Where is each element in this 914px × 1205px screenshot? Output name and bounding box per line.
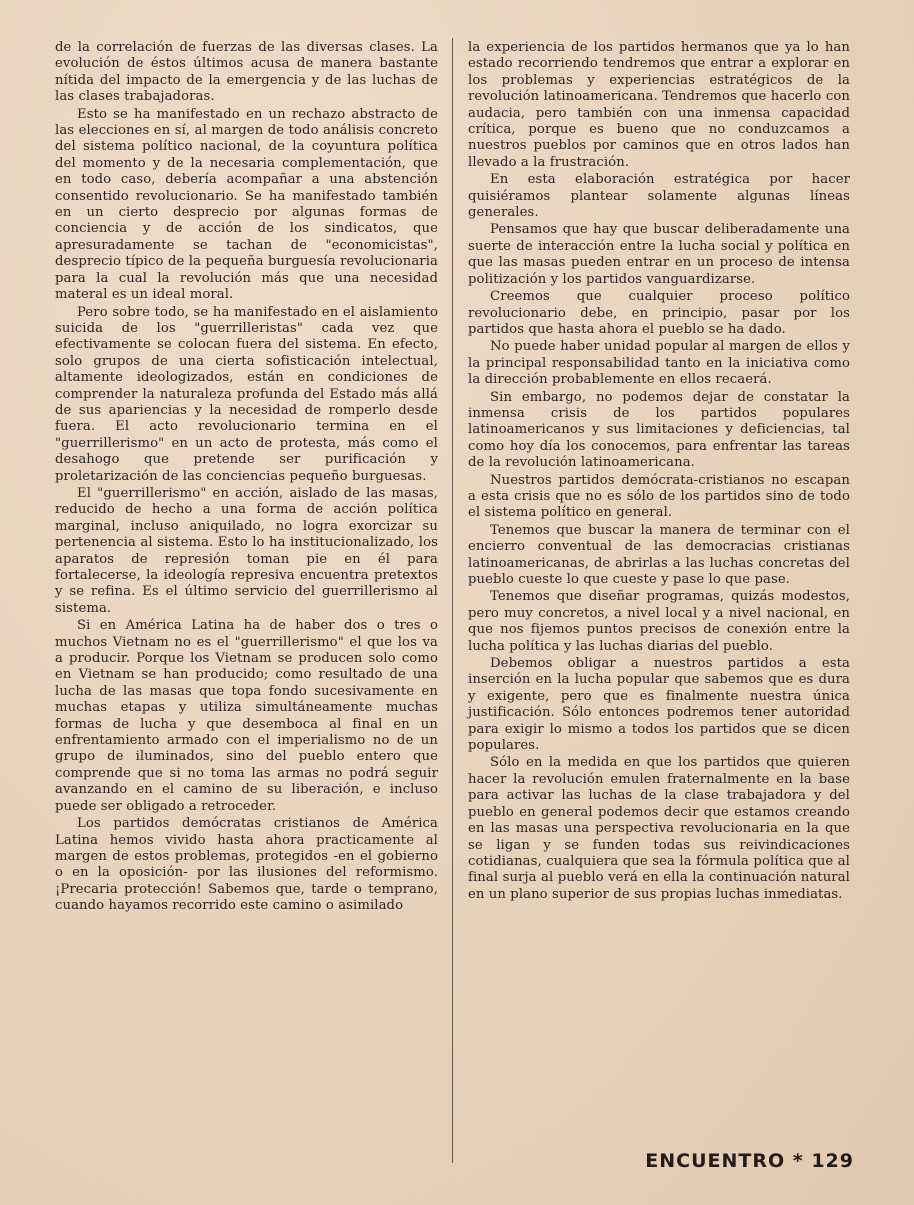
column-divider — [452, 38, 453, 1163]
paragraph: Debemos obligar a nuestros partidos a esta inserción en la lucha popular que sabemos que es dura y exigente, pero que es finalmente nuestra única justificación. Sólo entonces podremos tener autoridad para exigir lo mismo a todos los partidos que se dicen populares. — [468, 656, 850, 754]
paragraph: de la correlación de fuerzas de las diversas clases. La evolución de éstos últimos acusa de manera bastante nítida del impacto de la emergencia y de las luchas de las clases trabajadoras. — [55, 40, 438, 105]
paragraph: Tenemos que buscar la manera de terminar con el encierro conventual de las democracias cristianas latinoamericanas, de abrirlas a las luchas concretas del pueblo cueste lo que cueste y pase lo que pase. — [468, 522, 850, 587]
paragraph: Nuestros partidos demócrata-cristianos no escapan a esta crisis que no es sólo de los partidos sino de todo el sistema político en general. — [468, 472, 850, 521]
paragraph: Los partidos demócratas cristianos de América Latina hemos vivido hasta ahora practicamente al margen de estos problemas, protegidos -en el gobierno o en la oposición- por las ilusiones del reformismo. ¡Precaria protección! Sabemos que, tarde o temprano, cuando hayamos recorrido este camino o asimilado — [55, 816, 438, 914]
paragraph: Esto se ha manifestado en un rechazo abstracto de las elecciones en sí, al margen de todo análisis concreto del sistema político nacional, de la coyuntura política del momento y de la necesaria complementación, que en todo caso, debería acompañar a una abstención consentido revolucionario. Se ha manifestado también en un cierto desprecio por algunas formas de conciencia y de acción de los sindicatos, que apresuradamente se tachan de "economicistas", desprecio típico de la pequeña burguesía revolucionaria para la cual la revolución más que una necesidad materal es un ideal moral. — [55, 106, 438, 303]
paragraph: Tenemos que diseñar programas, quizás modestos, pero muy concretos, a nivel local y a nivel nacional, en que nos fijemos puntos precisos de conexión entre la lucha política y las luchas diarias del pueblo. — [468, 589, 850, 654]
paragraph: Pensamos que hay que buscar deliberadamente una suerte de interacción entre la lucha social y política en que las masas pueden entrar en un proceso de intensa politización y los partidos vanguardizarse. — [468, 222, 850, 287]
right-column — [468, 40, 850, 904]
paragraph: la experiencia de los partidos hermanos que ya lo han estado recorriendo tendremos que entrar a explorar en los problemas y experiencias estratégicos de la revolución latinoamericana. Tendremos que hacerlo con audacia, pero también con una inmensa capacidad crítica, porque es bueno que no conduzcamos a nuestros pueblos por caminos que en otros lados han llevado a la frustración. — [468, 40, 850, 170]
paragraph: Pero sobre todo, se ha manifestado en el aislamiento suicida de los "guerrilleristas" cada vez que efectivamente se colocan fuera del sistema. En efecto, solo grupos de una cierta sofisticación intelectual, altamente ideologizados, están en condiciones de comprender la naturaleza profunda del Estado más allá de sus apariencias y la necesidad de romperlo desde fuera. El acto revolucionario termina en el "guerrillerismo" en un acto de protesta, más como el desahogo que pretende ser purificación y proletarización de las conciencias pequeño burguesas. — [55, 304, 438, 484]
paragraph: Sólo en la medida en que los partidos que quieren hacer la revolución emulen fraternalmente en la base para activar las luchas de la clase trabajadora y del pueblo en general podemos decir que estamos creando en las masas una perspectiva revolucionaria en la que se ligan y se funden todas sus reivindicaciones cotidianas, cualquiera que sea la fórmula política que al final surja al pueblo verá en ella la continuación natural en un plano superior de sus propias luchas inmediatas. — [468, 755, 850, 902]
paragraph: Si en América Latina ha de haber dos o tres o muchos Vietnam no es el "guerrillerismo" el que los va a producir. Porque los Vietnam se producen solo como en Vietnam se han producido; como resultado de una lucha de las masas que topa fondo sucesivamente en muchas etapas y utiliza simultáneamente muchas formas de lucha y que desemboca al final en un enfrentamiento armado con el imperialismo no de un grupo de iluminados, sino del pueblo entero que comprende que si no toma las armas no podrá seguir avanzando en el camino de su liberación, e incluso puede ser obligado a retroceder. — [55, 618, 438, 814]
paragraph: Creemos que cualquier proceso político revolucionario debe, en principio, pasar por los partidos que hasta ahora el pueblo se ha dado. — [468, 289, 850, 337]
left-column — [55, 40, 438, 916]
paragraph: No puede haber unidad popular al margen de ellos y la principal responsabilidad tanto en la iniciativa como la dirección probablemente en ellos recaerá. — [468, 339, 850, 388]
paragraph: Sin embargo, no podemos dejar de constatar la inmensa crisis de los partidos populares latinoamericanos y sus limitaciones y deficiencias, tal como hoy día los conocemos, para enfrentar las tareas de la revolución latinoamericana. — [468, 389, 850, 471]
paragraph: El "guerrillerismo" en acción, aislado de las masas, reducido de hecho a una forma de acción política marginal, incluso aniquilado, no logra exorcizar su pertenencia al sistema. Esto lo ha institucionalizado, los aparatos de represión toman pie en él para fortalecerse, la ideología represiva encuentra pretextos y se refina. Es el último servicio del guerrillerismo al sistema. — [55, 485, 438, 616]
page-footer: ENCUENTRO * 129 — [645, 1150, 854, 1172]
paragraph: En esta elaboración estratégica por hacer quisiéramos plantear solamente algunas líneas generales. — [468, 172, 850, 221]
